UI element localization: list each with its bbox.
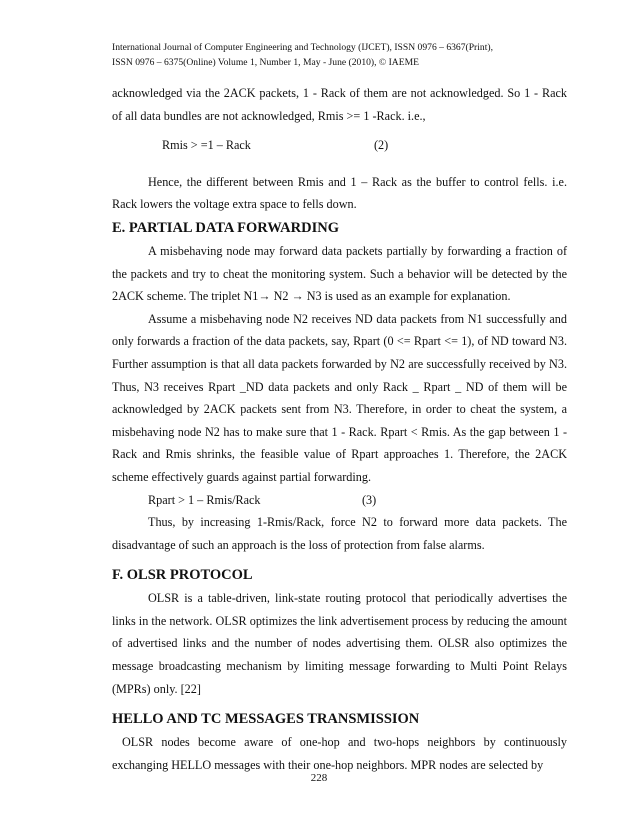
paragraph-hello: OLSR nodes become aware of one-hop and two-hops neighbors by continuously exchanging HELLO messages with their one-hop neighbors. MPR nodes are selected by	[112, 735, 567, 772]
section-heading-olsr-protocol: F. OLSR PROTOCOL	[112, 567, 253, 584]
equation-3-expression: Rpart > 1 – Rmis/Rack	[148, 492, 261, 507]
paragraph-increasing: Thus, by increasing 1-Rmis/Rack, force N2 to forward more data packets. The disadvantage of such an approach is the loss of protection from false alarms.	[112, 515, 567, 552]
section-heading-hello-tc: HELLO AND TC MESSAGES TRANSMISSION	[112, 711, 420, 728]
equation-3-number: (3)	[362, 492, 377, 507]
journal-header	[112, 40, 582, 70]
page-body	[112, 82, 567, 776]
equation-2-number: (2)	[374, 138, 389, 153]
equation-2-expression: Rmis > =1 – Rack	[162, 138, 251, 153]
equation-3	[112, 489, 567, 512]
header-line-1: International Journal of Computer Engineering and Technology (IJCET), ISSN 0976 – 6367(Print),	[112, 42, 493, 53]
paragraph-assume-misbehaving: Assume a misbehaving node N2 receives ND data packets from N1 successfully and only forwards a fraction of the data packets, say, Rpart (0 <= Rpart <= 1), of ND toward N3. Further assumption is that all data packets forwarded by N2 are successfully received by N3. Thus, N3 receives Rpart _ND data packets and only Rack _ Rpart _ ND of them will be acknowledged by 2ACK packets sent from N3. Therefore, in order to cheat the system, a misbehaving node N2 has to make sure that 1 - Rack. Rpart < Rmis. As the gap between 1 - Rack and Rmis shrinks, the feasible value of Rpart approaches 1. Therefore, the 2ACK scheme effectively guards against partial forwarding.	[112, 311, 567, 484]
header-line-2: ISSN 0976 – 6375(Online) Volume 1, Number 1, May - June (2010), © IAEME	[112, 57, 419, 68]
section-heading-partial-data-forwarding: E. PARTIAL DATA FORWARDING	[112, 219, 339, 236]
paragraph-olsr: OLSR is a table-driven, link-state routing protocol that periodically advertises the links in the network. OLSR optimizes the link advertisement process by reducing the amount of advertised links and the number of nodes advertising them. OLSR also optimizes the message broadcasting mechanism by limiting message forwarding to Multi Point Relays (MPRs) only. [22]	[112, 591, 567, 696]
equation-2	[112, 134, 567, 157]
paragraph-misbehaving-node: A misbehaving node may forward data packets partially by forwarding a fraction of the packets and try to cheat the monitoring system. Such a behavior will be detected by the 2ACK scheme. The triplet N1→ N2 → N3 is used as an example for explanation.	[112, 243, 567, 304]
page-number: 228	[310, 772, 328, 784]
paragraph-buffer: Hence, the different between Rmis and 1 – Rack as the buffer to control fells. i.e. Rack lowers the voltage extra space to fells down.	[112, 174, 567, 212]
paragraph-ack-continuation: acknowledged via the 2ACK packets, 1 - Rack of them are not acknowledged. So 1 - Rack of all data bundles are not acknowledged, Rmis >= 1 -Rack. i.e.,	[112, 86, 567, 123]
